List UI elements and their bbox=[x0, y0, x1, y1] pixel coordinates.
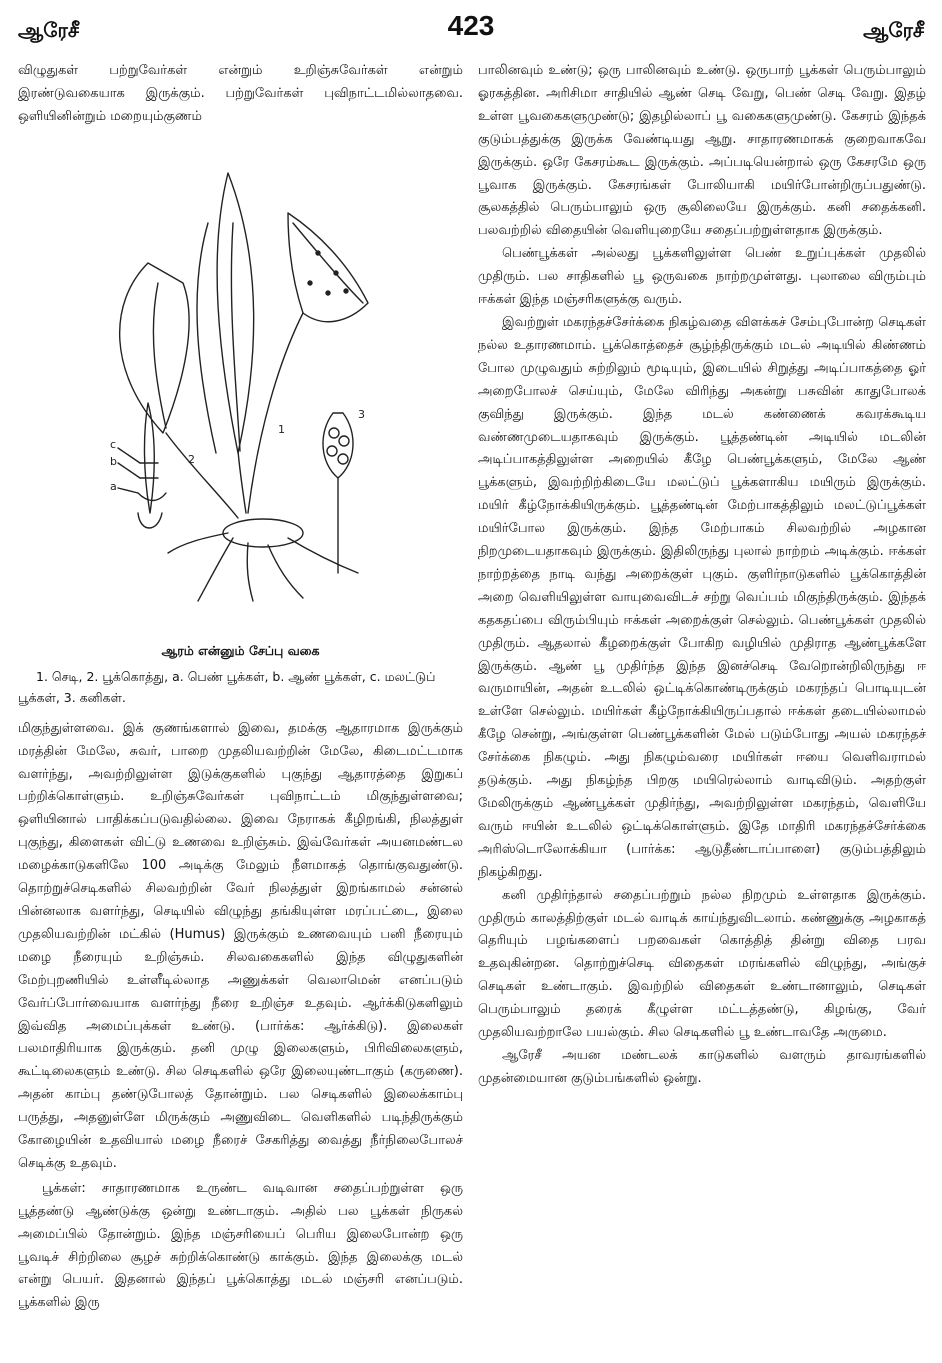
label-b: b bbox=[110, 454, 117, 468]
left-intro-paragraph: விழுதுகள் பற்றுவேர்கள் என்றும் உறிஞ்சுவேர்கள் என்றும் இரண்டுவகையாக இருக்கும். பற்றுவேர்கள் புவிநாட்டமில்லாதவை. ஒளியினின்றும் மறையும்குணம் bbox=[18, 63, 463, 124]
right-paragraph-fruit: கனி முதிர்ந்தால் சதைப்பற்றும் நல்ல நிறமும் உள்ளதாக இருக்கும். முதிரும் காலத்திற்குள் மடல் வாடிக் காய்ந்துவிடலாம். கண்ணுக்கு அழகாகத் தெரியும் பழங்களைப் பறவைகள் கொத்தித் தின்று விதை பரவ உதவுகின்றன. தொற்றுச்செடி விதைகள் மரங்களில் விழுந்து, அங்குச் செடிகள் உண்டாகும். இவற்றில் விதைகள் உண்டானாலும், செடிகள் பெரும்பாலும் தரைக் கீழுள்ள மட்டத்தண்டு, கிழங்கு, வேர் முதலியவற்றாலே பயல்கும். சில செடிகளில் பூ உண்டாவதே அருமை. bbox=[478, 887, 926, 1041]
page-header bbox=[0, 0, 942, 56]
leaf-right bbox=[288, 213, 368, 322]
left-paragraph-roots-leaves: மிகுந்துள்ளவை. இக் குணங்களால் இவை, தமக்கு ஆதாரமாக இருக்கும் மரத்தின் மேலே, சுவர், பாறை முதலியவற்றின் மேலே, கிடைமட்டமாக வளர்ந்து, அவற்றிலுள்ள இடுக்குகளில் புகுந்து ஆதாரத்தை இறுகப் பற்றிக்கொள்ளும். உறிஞ்சுவேர்கள் புவிநாட்டம் மிகுந்துள்ளவை; ஒளியினால் பாதிக்கப்படுவதில்லை. இவை நேராகக் கீழிறங்கி, நிலத்துள் புகுந்து, கிளைகள் விட்டு உணவை உறிஞ்சும். இவ்வேர்கள் அயனமண்டல மழைக்காடுகளிலே 100 அடிக்கு மேலும் நீளமாகத் தொங்குவதுண்டு. தொற்றுச்செடிகளில் சிலவற்றின் வேர் நிலத்துள் இறங்காமல் சன்னல் பின்னலாக வளர்ந்து, செடியில் விழுந்து தங்கியுள்ள மரப்பட்டை, இலை முதலியவற்றின் மட்கில் (Humus) இருக்கும் உணவையும் பனி நீரையும் மழை நீரையும் உறிஞ்சும். சிலவகைகளில் இந்த விழுதுகளின் மேற்புறணியில் உள்ளீடில்லாத அணுக்கள் வெலாமென் எனப்படும் வேர்ப்போர்வையாக வளர்ந்து நீரை உறிஞ்ச உதவும். ஆர்க்கிடுகளிலும் இவ்வித அமைப்புக்கள் உண்டு. (பார்க்க: ஆர்க்கிடு). இலைகள் பலமாதிரியாக இருக்கும். தனி முழு இலைகளும், பிரிவிலைகளும், கூட்டிலைகளும் உண்டு. சில செடிகளில் ஒரே இலையுண்டாகும் (கருணை). அதன் காம்பு தண்டுபோலத் தோன்றும். பல செடிகளில் இலைக்காம்பு பருத்து, அதனுள்ளே மிருக்கும் அணுவிடை வெளிகளில் படிந்திருக்கும் கோழையின் உதவியால் மழை நீரைச் சேகரித்து வைத்து நீர்நிலைபோலச் செடிக்கு உதவும். bbox=[18, 720, 463, 1171]
running-head-right: ஆரேசீ bbox=[863, 18, 924, 42]
left-column bbox=[18, 60, 463, 1315]
right-paragraph-female-flowers: பெண்பூக்கள் அல்லது பூக்களிலுள்ள பெண் உறுப்புக்கள் முதலில் முதிரும். பல சாதிகளில் பூ ஒருவகை நாற்றமுள்ளது. புலாலை விரும்பும் ஈக்கள் இந்த மஞ்சரிகளுக்கு வரும். bbox=[478, 246, 926, 308]
rhizome bbox=[223, 519, 303, 547]
right-paragraph-sexes: பாலினவும் உண்டு; ஒரு பாலினவும் உண்டு. ஒருபாற் பூக்கள் பெரும்பாலும் ஓரகத்தின. அரிசிமா சாதியில் ஆண் செடி வேறு, பெண் செடி வேறு. இதழ் உள்ள பூவகைகளுமுண்டு; இதழில்லாப் பூ வகைகளுமுண்டு. கேசரம் இந்தக் குடும்பத்துக்கு இருக்க வேண்டியது ஆறு. சாதாரணமாகக் குறைவாகவே இருக்கும். ஒரே கேசரம்கூட இருக்கும். அப்படியென்றால் ஒரு கேசரமே ஒரு பூவாக இருக்கும். கேசரங்கள் போலியாகி மயிர்போன்றிருப்பதுண்டு. சூலகத்தில் பெரும்பாலும் ஒரு சூலிலையே இருக்கும். கனி சதைக்கனி. பலவற்றில் விதையின் வெளியுறையே சதைப்பற்றுள்ளதாக இருக்கும். bbox=[478, 63, 926, 239]
left-paragraph-flowers: பூக்கள்: சாதாரணமாக உருண்ட வடிவான சதைப்பற்றுள்ள ஒரு பூத்தண்டு ஆண்டுக்கு ஒன்று உண்டாகும். அதில் பல பூக்கள் நிருகல் அமைப்பில் தோன்றும். இந்த மஞ்சரியைப் பெரிய இலைபோன்ற ஒரு பூவடிச் சிற்றிலை சூழச் சுற்றிக்கொண்டு காக்கும். இந்த இலைக்கு மடல் என்று பெயர். இதனால் இந்தப் பூக்கொத்து மடல் மஞ்சரி எனப்படும். பூக்களில் இரு bbox=[18, 1180, 463, 1311]
spathe-center bbox=[217, 173, 254, 453]
label-3: 3 bbox=[358, 407, 365, 421]
label-c: c bbox=[110, 437, 117, 451]
label-a: a bbox=[110, 479, 117, 493]
figure-caption-title: ஆரம் என்னும் சேப்பு வகை bbox=[161, 642, 320, 658]
right-paragraph-tropical: ஆரேசீ அயன மண்டலக் காடுகளில் வளரும் தாவரங்களில் முதன்மையான குடும்பங்களில் ஒன்று. bbox=[478, 1047, 926, 1086]
arum-plant-drawing bbox=[88, 133, 388, 603]
right-column bbox=[478, 60, 926, 1091]
page-number: 423 bbox=[447, 10, 495, 41]
right-paragraph-pollination: இவற்றுள் மகரந்தச்சேர்க்கை நிகழ்வதை விளக்கச் சேம்புபோன்ற செடிகள் நல்ல உதாரணமாம். பூக்கொத்தைச் சூழ்ந்திருக்கும் மடல் அடியில் கிண்ணம் போல முழுவதும் சுற்றிலும் மூடியும், இடையில் சிறுத்து அடிப்பாகத்தை ஓர் அறைபோலச் செய்யும், மேலே விரிந்து அகன்று பசுவின் காதுபோலக் குவிந்து இருக்கும். இந்த மடல் கண்ணைக் கவரக்கூடிய வண்ணமுடையதாகவும் இருக்கும். பூத்தண்டின் அடியில் மடலின் அடிப்பாகத்திலுள்ள அறையில் கீழே பெண்பூக்களும், மேலே ஆண் பூக்களும், இவற்றிற்கிடையே மலட்டுப் பூக்களாகிய மயிரும் இருக்கும். மயிர் கீழ்நோக்கியிருக்கும். பூத்தண்டின் மேற்பாகத்திலும் மலட்டுப்பூக்கள் மயிர்போல இருக்கும். இந்த மேற்பாகம் சிலவற்றில் அழகான நிறமுடையதாகவும் இருக்கும். இதிலிருந்து புலால் நாற்றம் அடிக்கும். ஈக்கள் நாற்றத்தை நாடி வந்து அறைக்குள் புகும். குளிர்நாடுகளில் பூக்கொத்தின் அறை வெளியிலுள்ள வாயுவைவிடச் சற்று வெப்பம் மிகுந்திருக்கும். இந்தக் கதகதப்பை விரும்பியும் ஈக்கள் அறைக்குள் செல்லும். பெண்பூக்கள் முதலில் முதிரும். ஆதலால் கீழறைக்குள் போகிற வழியில் முதிராத ஆண்பூக்களே இருக்கும். ஆண் பூ முதிர்ந்த இந்த இனச்செடி வேறொன்றிலிருந்து ஈ வருமாயின், அதன் உடலில் ஒட்டிக்கொண்டிருக்கும் மகரந்தப் பொடியுடன் உள்ளே செல்லும். மயிர்கள் கீழ்நோக்கியிருப்பதால் ஈக்கள் தடையில்லாமல் கீழே சென்று, அங்குள்ள பெண்பூக்களின் மேல் படும்போது அயல் மகரந்தச் சேர்க்கை நிகழும். அது நிகழும்வரை மயிர்கள் ஈயை வெளிவராமல் தடுக்கும். அது நிகழ்ந்த பிறகு மயிரெல்லாம் வாடிவிடும். அதற்குள் மேலிருக்கும் ஆண்பூக்கள் முதிர்ந்து, அவற்றிலுள்ள மகரந்தம், வெளியே வரும் ஈயின் உடலில் ஒட்டிக்கொள்ளும். இதே மாதிரி மகரந்தச்சேர்க்கை அரிஸ்டொலோக்கியா (பார்க்க: ஆடுதீண்டாப்பாளை) குடும்பத்திலும் நிகழ்கிறது. bbox=[478, 314, 926, 880]
figure-caption-legend: 1. செடி, 2. பூக்கொத்து, a. பெண் பூக்கள், b. ஆண் பூக்கள், c. மலட்டுப் பூக்கள், 3. கனிகள். bbox=[18, 668, 436, 705]
fruit-cluster-drawing bbox=[323, 413, 353, 478]
label-1: 2 bbox=[188, 452, 195, 466]
label-2: 1 bbox=[278, 422, 285, 436]
running-head-left: ஆரேசீ bbox=[18, 18, 79, 42]
spadix-drawing bbox=[144, 403, 154, 513]
arum-illustration bbox=[18, 133, 463, 641]
